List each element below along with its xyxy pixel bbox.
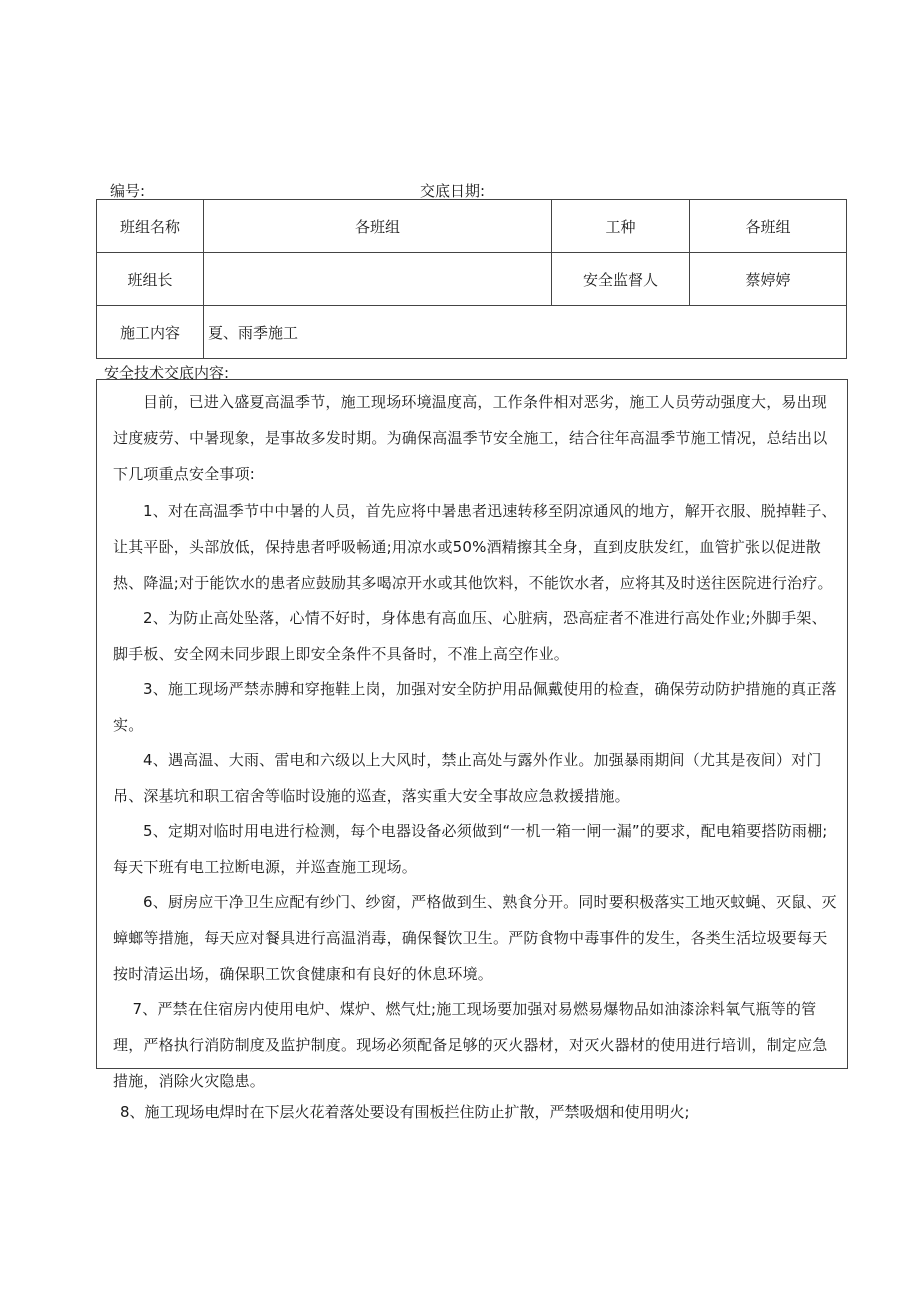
intro-paragraph: 目前，已进入盛夏高温季节，施工现场环境温度高，工作条件相对恶劣，施工人员劳动强度大，易出现过度疲劳、中暑现象，是事故多发时期。为确保高温季节安全施工，结合往年高温季节施工情况，总结出以下几项重点安全事项:	[113, 393, 828, 483]
item-paragraph-outside: 8、施工现场电焊时在下层火花着落处要设有围板拦住防止扩散，严禁吸烟和使用明火;	[120, 1103, 690, 1121]
item-paragraph: 5、定期对临时用电进行检测，每个电器设备必须做到“一机一箱一闸一漏”的要求，配电箱要搭防雨棚;每天下班有电工拉断电源，并巡查施工现场。	[113, 822, 828, 876]
construction-content-value: 夏、雨季施工	[204, 306, 847, 359]
item-paragraph: 4、遇高温、大雨、雷电和六级以上大风时，禁止高处与露外作业。加强暴雨期间（尤其是夜间）对门吊、深基坑和职工宿舍等临时设施的巡查，落实重大安全事故应急救援措施。	[113, 751, 822, 805]
item-paragraph: 1、对在高温季节中中暑的人员，首先应将中暑患者迅速转移至阴凉通风的地方，解开衣服、脱掉鞋子、让其平卧，头部放低，保持患者呼吸畅通;用凉水或50%酒精擦其全身，直到皮肤发红，血管扩张以促进散热、降温;对于能饮水的患者应鼓励其多喝凉开水或其他饮料，不能饮水者，应将其及时送往医院进行治疗。	[113, 502, 837, 592]
item-paragraph: 7、严禁在住宿房内使用电炉、煤炉、燃气灶;施工现场要加强对易燃易爆物品如油漆涂料氧气瓶等的管理，严格执行消防制度及监护制度。现场必须配备足够的灭火器材，对灭火器材的使用进行培训，制定应急措施，消除火灾隐患。	[113, 1000, 828, 1090]
trade-label: 工种	[552, 200, 690, 253]
trade-value: 各班组	[690, 200, 847, 253]
info-table	[96, 199, 847, 359]
team-leader-label: 班组长	[97, 253, 204, 306]
safety-content-box	[96, 379, 848, 1090]
handover-date-label: 交底日期:	[420, 182, 486, 200]
item-paragraph: 6、厨房应干净卫生应配有纱门、纱窗，严格做到生、熟食分开。同时要积极落实工地灭蚊蝇、灭鼠、灭蟑螂等措施，每天应对餐具进行高温消毒，确保餐饮卫生。严防食物中毒事件的发生，各类生活垃圾要每天按时清运出场，确保职工饮食健康和有良好的休息环境。	[113, 893, 837, 983]
item-paragraph: 3、施工现场严禁赤膊和穿拖鞋上岗，加强对安全防护用品佩戴使用的检查，确保劳动防护措施的真正落实。	[113, 680, 837, 734]
team-name-value: 各班组	[204, 200, 552, 253]
item-paragraph: 2、为防止高处坠落，心情不好时，身体患有高血压、心脏病，恐高症者不准进行高处作业;外脚手架、脚手板、安全网未同步跟上即安全条件不具备时，不准上高空作业。	[113, 609, 827, 663]
document-number-label: 编号:	[110, 182, 146, 200]
team-name-label: 班组名称	[97, 200, 204, 253]
safety-supervisor-value: 蔡婷婷	[690, 253, 847, 306]
section-label: 安全技术交底内容:	[104, 364, 230, 382]
team-leader-value	[204, 253, 552, 306]
safety-supervisor-label: 安全监督人	[552, 253, 690, 306]
construction-content-label: 施工内容	[97, 306, 204, 359]
